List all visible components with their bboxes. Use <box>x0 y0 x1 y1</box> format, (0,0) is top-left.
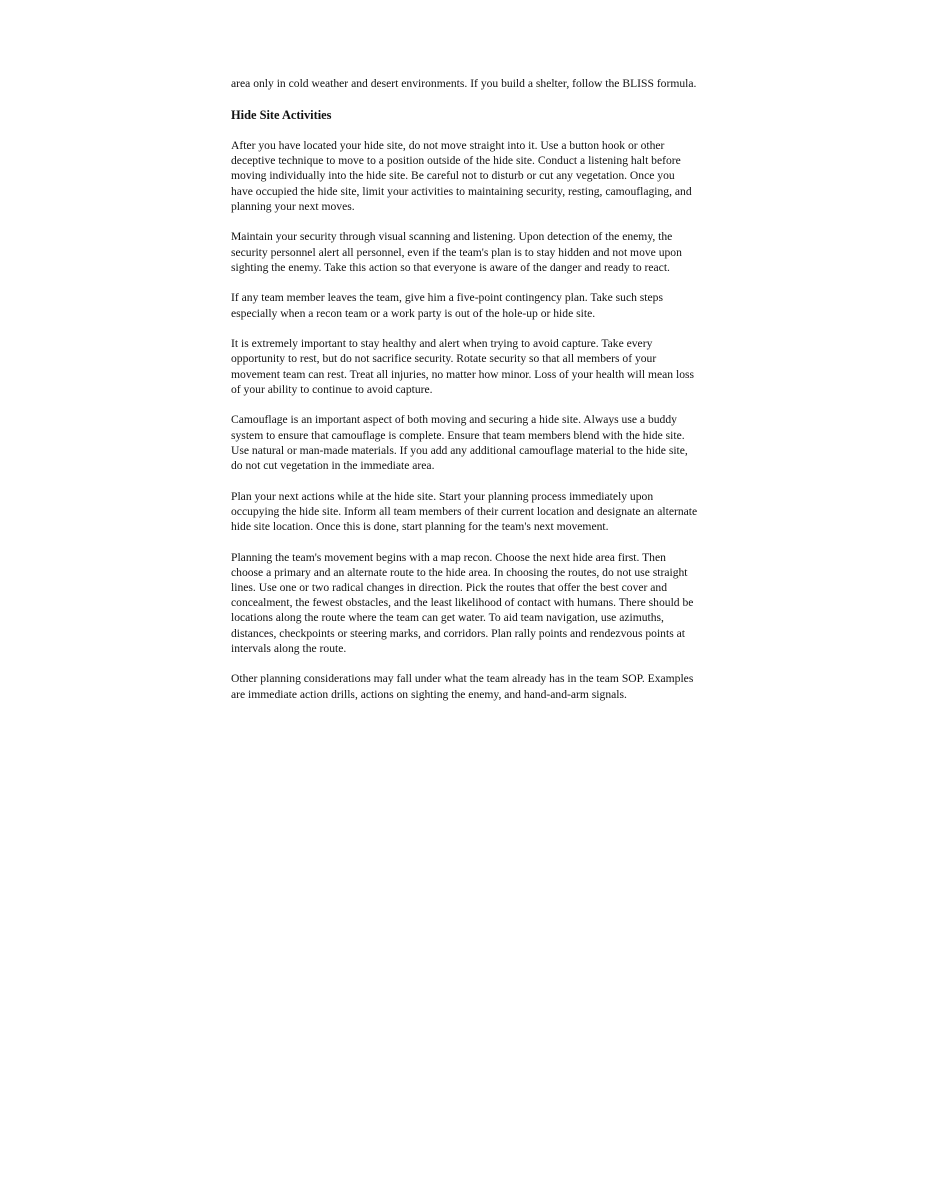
section-heading: Hide Site Activities <box>231 107 332 122</box>
paragraph-plan-actions: Plan your next actions while at the hide site. Start your planning process immediately upon occupying the hide site. Inform all team members of their current location and designate an alternate hide site location. Once this is done, start planning for the team's next movement. <box>231 489 698 533</box>
paragraph-health: It is extremely important to stay healthy and alert when trying to avoid capture. Take every opportunity to rest, but do not sacrifice security. Rotate security so that all members of your movement team can rest. Treat all injuries, no matter how minor. Loss of your health will mean loss of your ability to continue to avoid capture. <box>231 337 695 396</box>
text-column <box>231 76 699 717</box>
intro-paragraph: area only in cold weather and desert environments. If you build a shelter, follow the BLISS formula. <box>231 77 697 90</box>
paragraph-camouflage: Camouflage is an important aspect of both moving and securing a hide site. Always use a buddy system to ensure that camouflage is complete. Ensure that team members blend with the hide site. Use natural or man-made materials. If you add any additional camouflage material to the hide site, do not cut vegetation in the immediate area. <box>231 413 688 472</box>
paragraph-movement-planning: Planning the team's movement begins with a map recon. Choose the next hide area first. Then choose a primary and an alternate route to the hide area. In choosing the routes, do not use straight lines. Use one or two radical changes in direction. Pick the routes that offer the best cover and concealment, the fewest obstacles, and the least likelihood of contact with humans. There should be locations along the route where the team can get water. To aid team navigation, use azimuths, distances, checkpoints or steering marks, and corridors. Plan rally points and rendezvous points at intervals along the route. <box>231 550 694 655</box>
paragraph-approach-hide-site: After you have located your hide site, do not move straight into it. Use a button hook or other deceptive technique to move to a position outside of the hide site. Conduct a listening halt before moving individually into the hide site. Be careful not to disturb or cut any vegetation. Once you have occupied the hide site, limit your activities to maintaining security, resting, camouflaging, and planning your next moves. <box>231 138 692 213</box>
paragraph-security: Maintain your security through visual scanning and listening. Upon detection of the enemy, the security personnel alert all personnel, even if the team's plan is to stay hidden and not move upon sighting the enemy. Take this action so that everyone is aware of the danger and ready to react. <box>231 230 682 274</box>
paragraph-other-considerations: Other planning considerations may fall under what the team already has in the team SOP. Examples are immediate action drills, actions on sighting the enemy, and hand-and-arm signals. <box>231 672 694 701</box>
paragraph-contingency-plan: If any team member leaves the team, give him a five-point contingency plan. Take such steps especially when a recon team or a work party is out of the hole-up or hide site. <box>231 291 663 320</box>
